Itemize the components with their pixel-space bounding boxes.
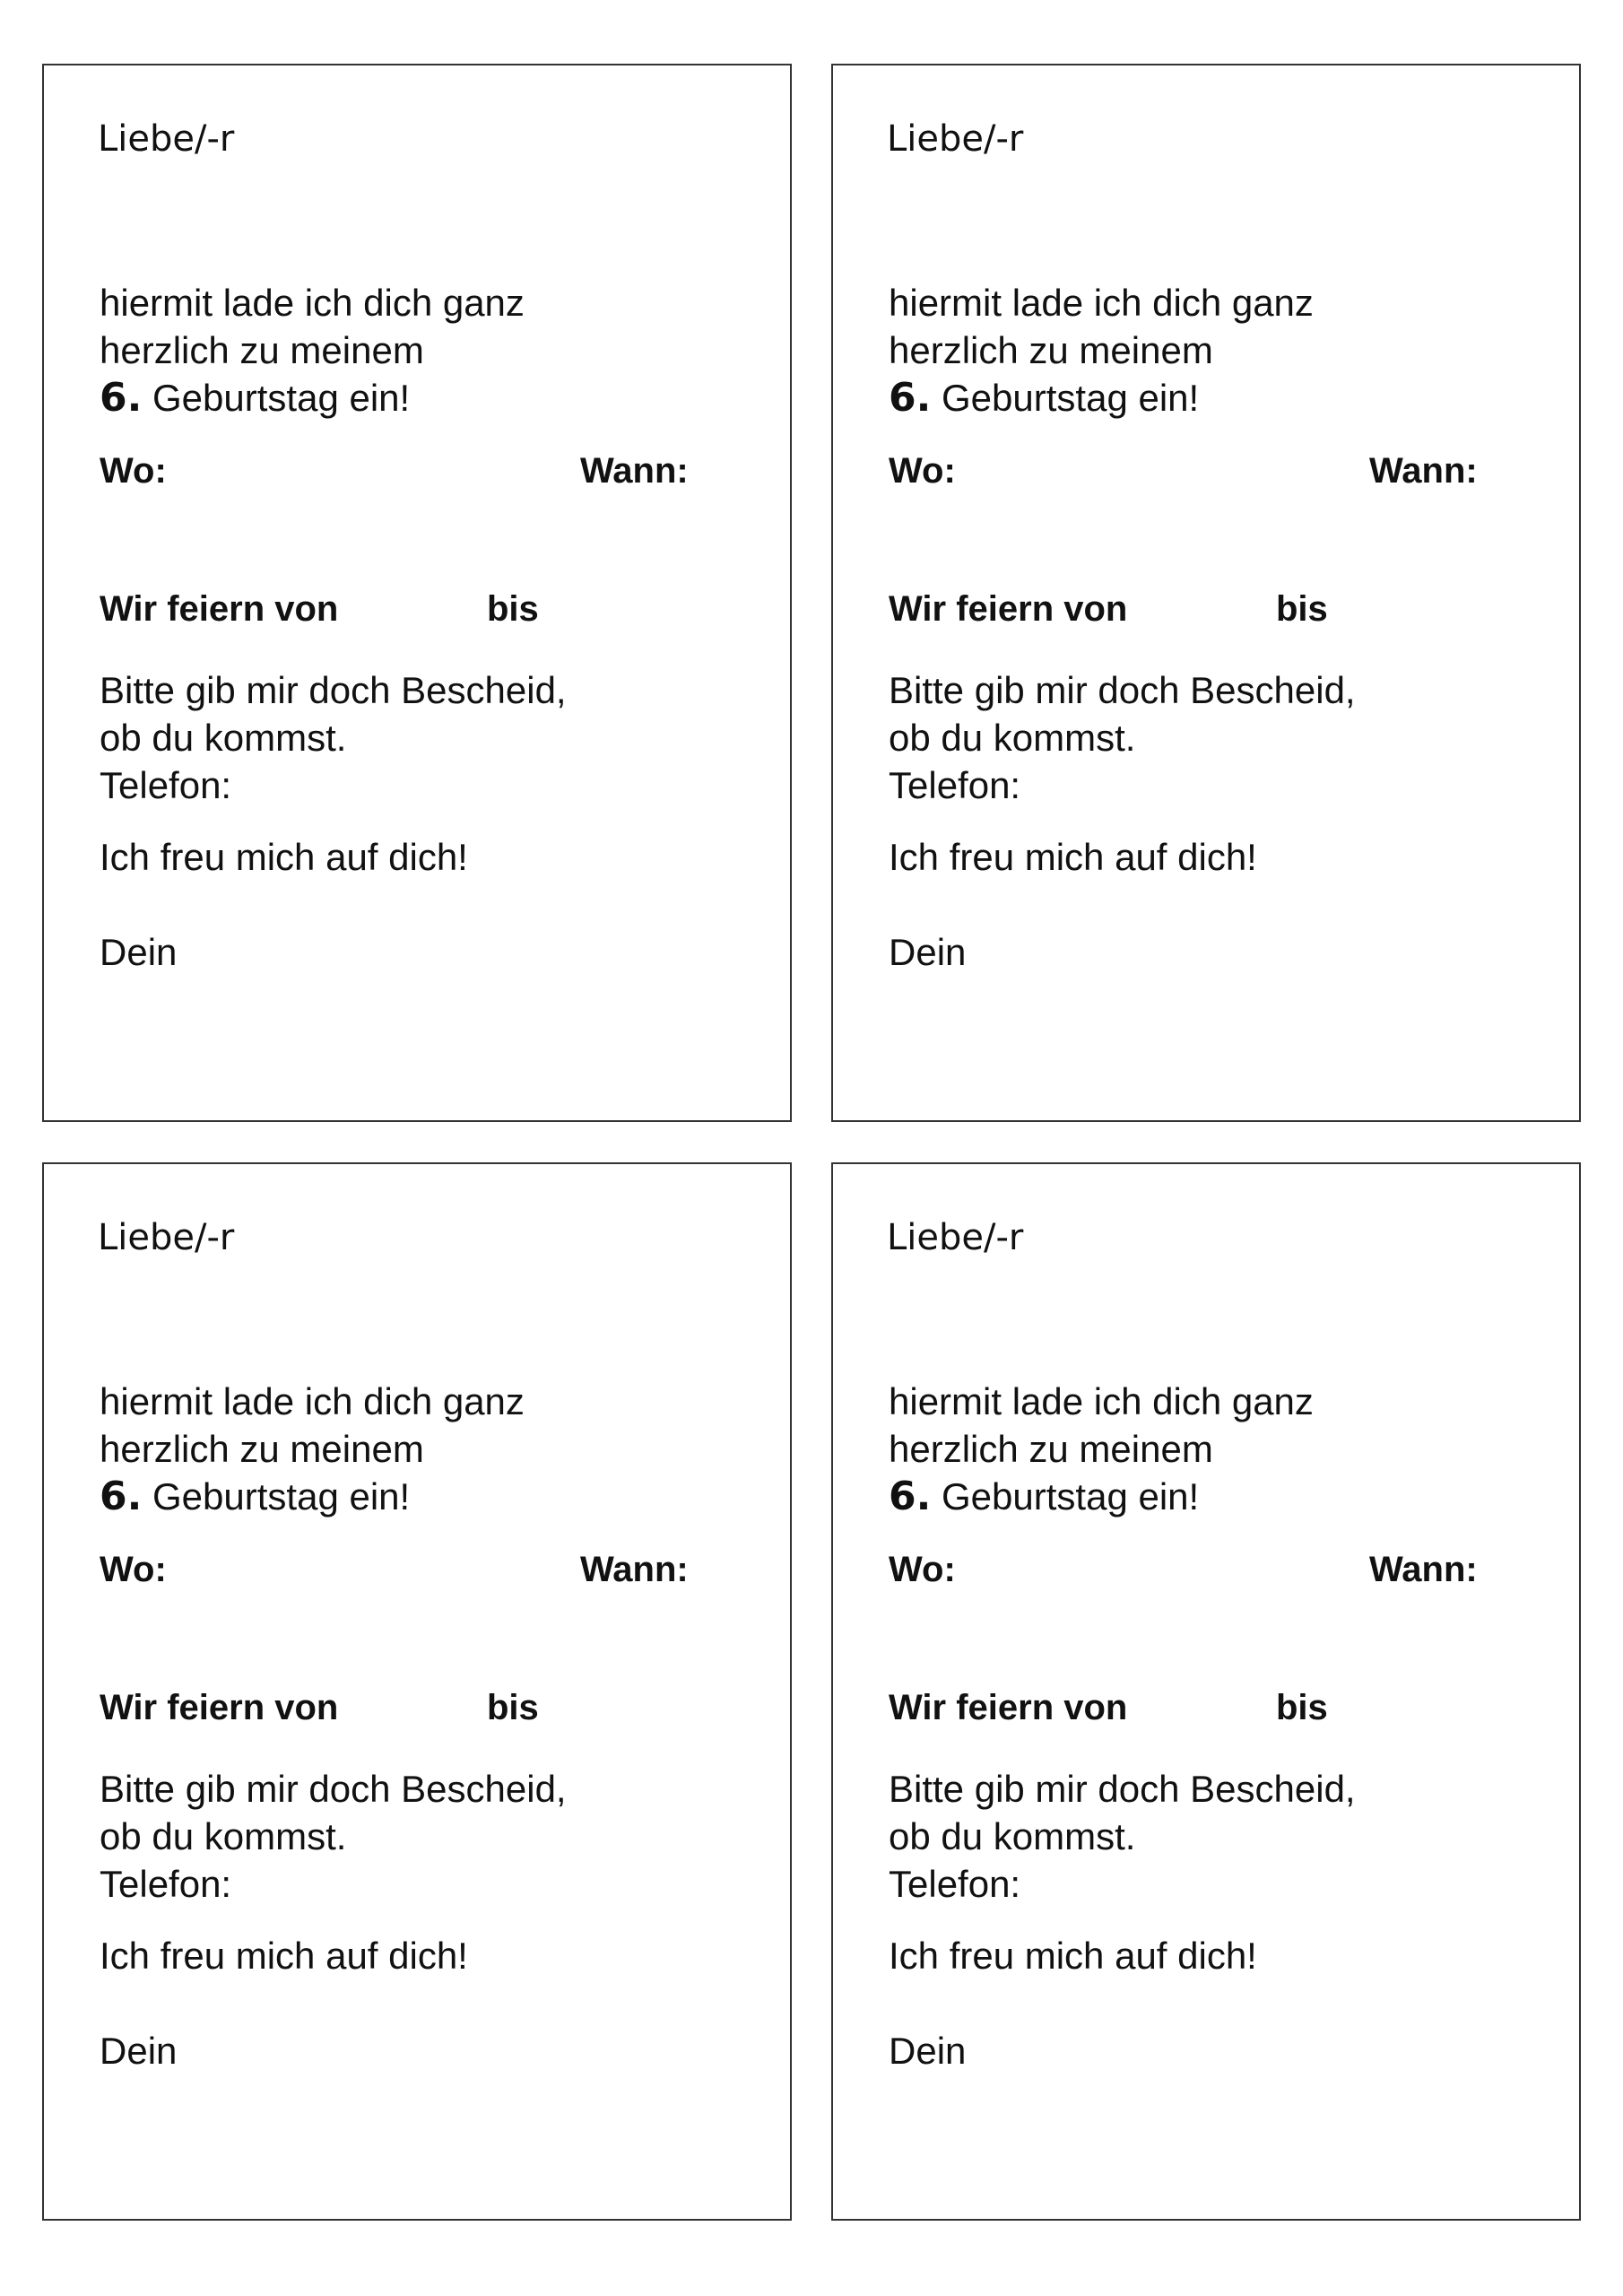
intro-line-2: herzlich zu meinem — [889, 329, 1213, 371]
intro-text — [889, 1378, 1314, 1520]
birthday-text: Geburtstag ein! — [931, 377, 1200, 419]
closing-text: Ich freu mich auf dich! — [100, 1935, 468, 1977]
intro-line-1: hiermit lade ich dich ganz — [100, 282, 525, 324]
intro-line-3 — [100, 1473, 525, 1520]
from-label: Wir feiern von — [100, 1688, 339, 1727]
rsvp-text — [889, 666, 1356, 809]
until-label: bis — [487, 1688, 539, 1727]
intro-text — [100, 279, 525, 422]
intro-line-1: hiermit lade ich dich ganz — [889, 1380, 1314, 1422]
greeting: Liebe/-r — [98, 1217, 235, 1258]
until-label: bis — [1276, 589, 1328, 629]
phone-label: Telefon: — [100, 1863, 232, 1905]
birthday-text: Geburtstag ein! — [931, 1475, 1200, 1518]
rsvp-line-2: ob du kommst. — [889, 1815, 1136, 1857]
when-label: Wann: — [1369, 451, 1478, 491]
rsvp-text — [100, 1765, 567, 1908]
rsvp-line-2: ob du kommst. — [889, 717, 1136, 759]
signoff-text: Dein — [100, 2030, 178, 2072]
when-label: Wann: — [580, 1550, 689, 1589]
intro-line-2: herzlich zu meinem — [100, 1428, 424, 1470]
rsvp-line-1: Bitte gib mir doch Bescheid, — [889, 1768, 1356, 1810]
rsvp-text — [889, 1765, 1356, 1908]
phone-label: Telefon: — [889, 764, 1021, 806]
birthday-text: Geburtstag ein! — [142, 377, 411, 419]
where-label: Wo: — [100, 1550, 167, 1589]
intro-text — [889, 279, 1314, 422]
when-label: Wann: — [1369, 1550, 1478, 1589]
age-number: 6. — [889, 375, 932, 421]
where-label: Wo: — [100, 451, 167, 491]
rsvp-line-2: ob du kommst. — [100, 717, 347, 759]
rsvp-line-1: Bitte gib mir doch Bescheid, — [889, 669, 1356, 711]
rsvp-line-1: Bitte gib mir doch Bescheid, — [100, 1768, 567, 1810]
until-label: bis — [487, 589, 539, 629]
age-number: 6. — [889, 1474, 932, 1519]
birthday-text: Geburtstag ein! — [142, 1475, 411, 1518]
intro-line-3 — [889, 374, 1314, 422]
intro-line-3 — [889, 1473, 1314, 1520]
age-number: 6. — [100, 375, 143, 421]
intro-text — [100, 1378, 525, 1520]
signoff-text: Dein — [100, 931, 178, 973]
from-label: Wir feiern von — [889, 1688, 1128, 1727]
closing-text: Ich freu mich auf dich! — [889, 1935, 1257, 1977]
from-label: Wir feiern von — [889, 589, 1128, 629]
rsvp-text — [100, 666, 567, 809]
phone-label: Telefon: — [889, 1863, 1021, 1905]
invitation-card — [42, 64, 792, 1122]
greeting: Liebe/-r — [887, 1217, 1024, 1258]
greeting: Liebe/-r — [887, 118, 1024, 160]
closing-text: Ich freu mich auf dich! — [100, 836, 468, 878]
where-label: Wo: — [889, 1550, 956, 1589]
invitation-card — [831, 1162, 1581, 2221]
intro-line-2: herzlich zu meinem — [889, 1428, 1213, 1470]
when-label: Wann: — [580, 451, 689, 491]
intro-line-1: hiermit lade ich dich ganz — [889, 282, 1314, 324]
from-label: Wir feiern von — [100, 589, 339, 629]
signoff-text: Dein — [889, 931, 967, 973]
rsvp-line-2: ob du kommst. — [100, 1815, 347, 1857]
intro-line-1: hiermit lade ich dich ganz — [100, 1380, 525, 1422]
age-number: 6. — [100, 1474, 143, 1519]
phone-label: Telefon: — [100, 764, 232, 806]
where-label: Wo: — [889, 451, 956, 491]
rsvp-line-1: Bitte gib mir doch Bescheid, — [100, 669, 567, 711]
signoff-text: Dein — [889, 2030, 967, 2072]
intro-line-3 — [100, 374, 525, 422]
until-label: bis — [1276, 1688, 1328, 1727]
invitation-card — [42, 1162, 792, 2221]
closing-text: Ich freu mich auf dich! — [889, 836, 1257, 878]
greeting: Liebe/-r — [98, 118, 235, 160]
invitation-card — [831, 64, 1581, 1122]
intro-line-2: herzlich zu meinem — [100, 329, 424, 371]
